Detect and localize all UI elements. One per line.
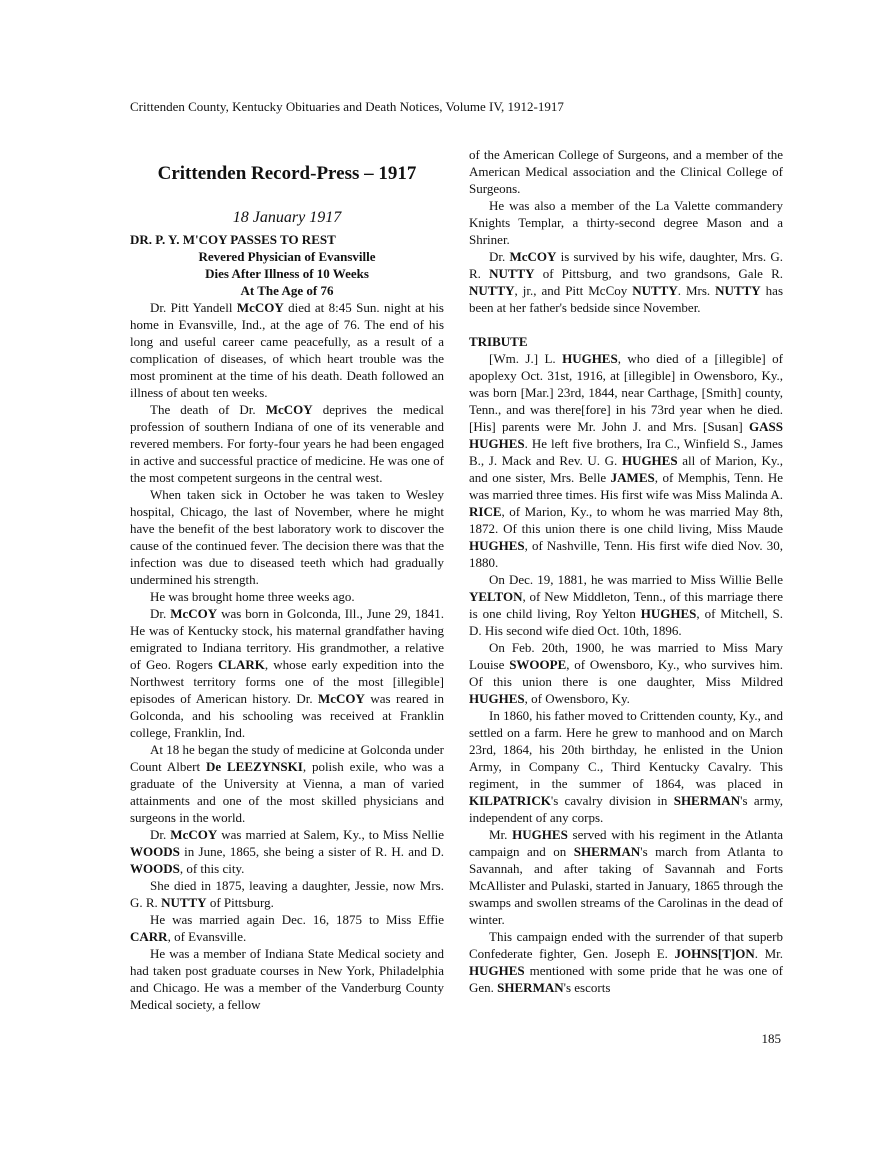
paragraph: Dr. McCOY was born in Golconda, Ill., June 29, 1841. He was of Kentucky stock, his maternal grandfather having emigrated to Indiana territory. His grandmother, a relative of Geo. Rogers CLARK, whose early expedition into the Northwest territory forms one of the most [illegible] episodes of American history. Dr. McCOY was reared in Golconda, and his schooling was received at Franklin college, Franklin, Ind. [130,606,444,740]
subheadline: Revered Physician of Evansville [198,249,376,264]
obituary-continuation [469,146,783,316]
tribute-body [469,350,783,996]
page-number: 185 [761,1031,781,1046]
paragraph: In 1860, his father moved to Crittenden county, Ky., and settled on a farm. Here he grew to manhood and on March 23rd, 1864, his 20th birthday, he enlisted in the Union Army, in Company C., Third Kentucky Cavalry. This regiment, in the summer of 1864, was placed in KILPATRICK's cavalry division in SHERMAN's army, independent of any corps. [469,708,783,825]
paragraph: He was also a member of the La Valette commandery Knights Templar, a thirty-second degree Mason and a Shriner. [469,198,783,247]
tribute-heading: TRIBUTE [469,334,528,349]
paragraph: Mr. HUGHES served with his regiment in the Atlanta campaign and on SHERMAN's march from Atlanta to Savannah, and after taking of Savannah and Forts McAllister and Pulaski, started in January, 1865 through the swamps and swollen streams of the Carolinas in the dead of winter. [469,827,784,927]
left-column [130,146,444,1013]
subheadline: Dies After Illness of 10 Weeks [205,266,369,281]
paragraph: Dr. McCOY is survived by his wife, daughter, Mrs. G. R. NUTTY of Pittsburg, and two grandsons, Gale R. NUTTY, jr., and Pitt McCoy NUTTY. Mrs. NUTTY has been at her father's bedside since November. [469,249,784,315]
paragraph: Dr. McCOY was married at Salem, Ky., to Miss Nellie WOODS in June, 1865, she being a sister of R. H. and D. WOODS, of this city. [130,827,444,876]
newspaper-title: Crittenden Record-Press – 1917 [157,163,417,184]
paragraph: of the American College of Surgeons, and a member of the American Medical association and the Clinical College of Surgeons. [469,147,783,196]
paragraph: At 18 he began the study of medicine at Golconda under Count Albert De LEEZYNSKI, polish exile, who was a graduate of the University at Vienna, a man of varied attainments and one of the most skilled physicians and surgeons in the world. [130,742,444,825]
paragraph: He was married again Dec. 16, 1875 to Miss Effie CARR, of Evansville. [130,912,444,944]
paragraph: When taken sick in October he was taken to Wesley hospital, Chicago, the last of November, where he might have the benefit of the best laboratory work to discover the cause of the continued fever. The decision there was that the infection was due to diseased teeth which had gradually undermined his strength. [130,487,444,587]
obituary-body [130,299,444,1013]
issue-date: 18 January 1917 [232,209,342,226]
right-column [469,146,783,996]
paragraph: She died in 1875, leaving a daughter, Jessie, now Mrs. G. R. NUTTY of Pittsburg. [130,878,444,910]
running-header: Crittenden County, Kentucky Obituaries and Death Notices, Volume IV, 1912-1917 [130,99,564,114]
paragraph: He was brought home three weeks ago. [150,589,355,604]
paragraph: Dr. Pitt Yandell McCOY died at 8:45 Sun. night at his home in Evansville, Ind., at the age of 76. The end of his long and useful career came peacefully, as a result of a complication of diseases, of which heart trouble was the most prominent at the time of his death. Death followed an illness of about ten weeks. [130,300,444,400]
paragraph: The death of Dr. McCOY deprives the medical profession of southern Indiana of one of its venerable and revered members. For forty-four years he had been engaged in active and successful practice of medicine. He was one of the most competent surgeons in the central west. [130,402,444,485]
paragraph: This campaign ended with the surrender of that superb Confederate fighter, Gen. Joseph E. JOHNS[T]ON. Mr. HUGHES mentioned with some pride that he was one of Gen. SHERMAN's escorts [469,929,784,995]
paragraph: On Feb. 20th, 1900, he was married to Miss Mary Louise SWOOPE, of Owensboro, Ky., who survives him. Of this union there is one daughter, Miss Mildred HUGHES, of Owensboro, Ky. [469,640,784,706]
obituary-headline: DR. P. Y. M'COY PASSES TO REST [130,232,336,247]
paragraph: [Wm. J.] L. HUGHES, who died of a [illegible] of apoplexy Oct. 31st, 1916, at [illegible] in Owensboro, Ky., was born [Mar.] 23rd, 1844, near Carthage, [Smith] county, Tenn., and was there[fore] in his 73rd year when he died. [His] parents were Mr. John J. and Mrs. [Susan] GASS HUGHES. He left five brothers, Ira C., Winfield S., James B., J. Mack and Rev. U. G. HUGHES all of Marion, Ky., and one sister, Mrs. Belle JAMES, of Memphis, Tenn. He was married three times. His first wife was Miss Malinda A. RICE, of Marion, Ky., to whom he was married May 8th, 1872. Of this union there is one child living, Miss Maude HUGHES, of Nashville, Tenn. His first wife died Nov. 30, 1880. [469,351,784,570]
paragraph: On Dec. 19, 1881, he was married to Miss Willie Belle YELTON, of New Middleton, Tenn., of this marriage there is one child living, Roy Yelton HUGHES, of Mitchell, S. D. His second wife died Oct. 10th, 1896. [469,572,784,638]
subheadline: At The Age of 76 [240,283,334,298]
paragraph: He was a member of Indiana State Medical society and had taken post graduate courses in New York, Philadelphia and Chicago. He was a member of the Vanderburg County Medical society, a fellow [130,946,444,1012]
